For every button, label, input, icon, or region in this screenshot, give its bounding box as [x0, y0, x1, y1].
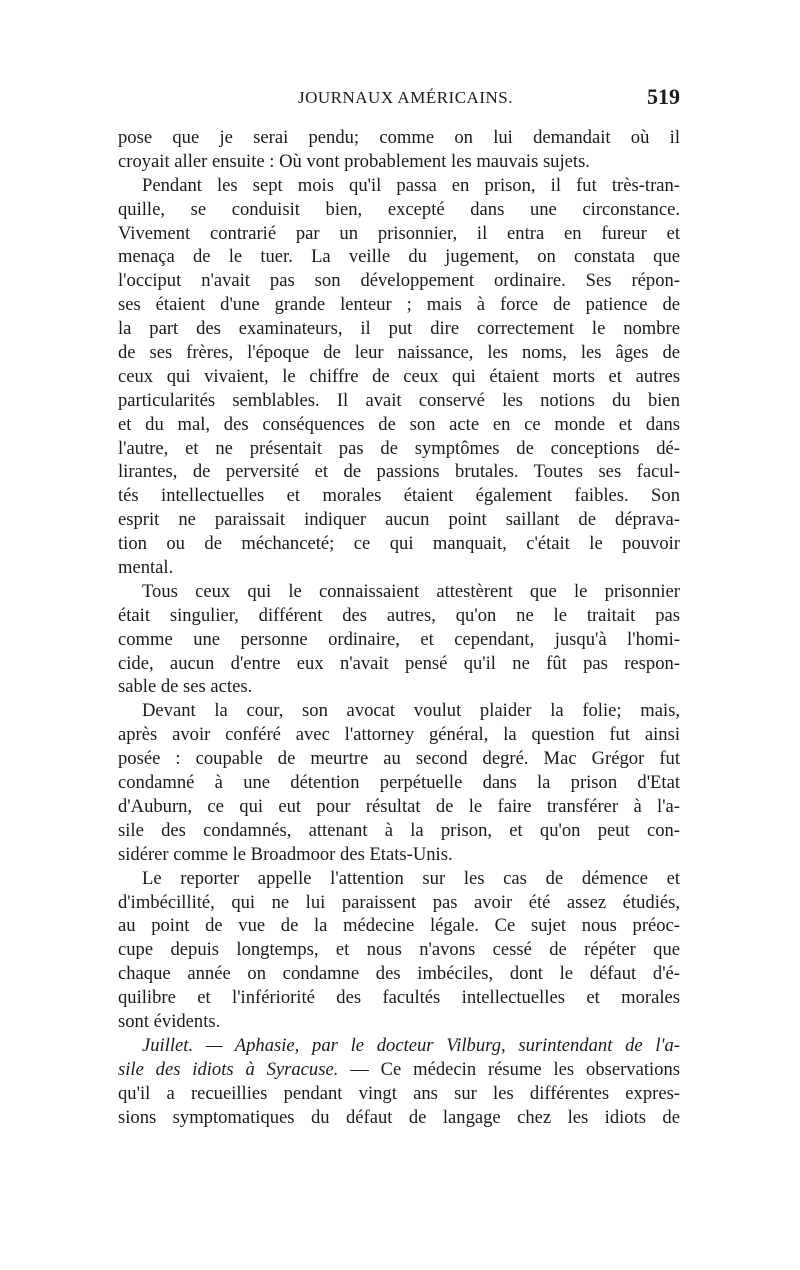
line-text: mental. — [118, 557, 174, 579]
text-line — [118, 819, 680, 843]
line-text: qu'il a recueillies pendant vingt ans sur les différentes expres- — [118, 1082, 680, 1104]
text-line — [118, 269, 680, 293]
line-text: et du mal, des conséquences de son acte en ce monde et dans — [118, 413, 680, 435]
text-line — [118, 867, 680, 891]
line-text: chaque année on condamne des imbéciles, dont le défaut d'é- — [118, 963, 680, 985]
line-text: menaça de le tuer. La veille du jugement, on constata que — [118, 246, 680, 268]
line-text: d'imbécillité, qui ne lui paraissent pas avoir été assez étudiés, — [118, 891, 680, 913]
text-line — [118, 293, 680, 317]
text-line — [118, 437, 680, 461]
text-line — [118, 508, 680, 532]
line-text: ses étaient d'une grande lenteur ; mais à force de patience de — [118, 294, 680, 316]
line-text: après avoir conféré avec l'attorney général, la question fut ainsi — [118, 724, 680, 746]
text-line — [118, 174, 680, 198]
text-line — [118, 365, 680, 389]
body-text — [118, 126, 680, 1129]
text-line — [118, 389, 680, 413]
line-text: condamné à une détention perpétuelle dans la prison d'Etat — [118, 772, 680, 794]
text-line — [118, 126, 680, 150]
text-line — [118, 604, 680, 628]
running-title: JOURNAUX AMÉRICAINS. — [298, 88, 513, 107]
line-text: esprit ne paraissait indiquer aucun point saillant de déprava- — [118, 509, 680, 531]
line-text: quilibre et l'infériorité des facultés intellectuelles et morales — [118, 987, 680, 1009]
text-line — [118, 771, 680, 795]
text-line — [118, 723, 680, 747]
text-line — [118, 1034, 680, 1058]
line-text: sont évidents. — [118, 1010, 221, 1032]
italic-text: sile des idiots à Syracuse. — [118, 1058, 339, 1080]
text-line — [118, 914, 680, 938]
text-line — [118, 891, 680, 915]
line-text: sions symptomatiques du défaut de langage chez les idiots de — [118, 1106, 680, 1128]
text-line — [118, 413, 680, 437]
line-text: Devant la cour, son avocat voulut plaider la folie; mais, — [142, 700, 680, 722]
text-line — [118, 938, 680, 962]
page-number: 519 — [647, 84, 680, 109]
line-text: la part des examinateurs, il put dire correctement le nombre — [118, 318, 680, 340]
line-text: tion ou de méchanceté; ce qui manquait, c'était le pouvoir — [118, 533, 680, 555]
italic-text: Juillet. — Aphasie, par le docteur Vilburg, surintendant de l'a- — [142, 1034, 680, 1056]
text-line — [118, 150, 680, 174]
line-text: particularités semblables. Il avait conservé les notions du bien — [118, 389, 680, 411]
line-text: quille, se conduisit bien, excepté dans une circonstance. — [118, 198, 680, 220]
text-line — [118, 532, 680, 556]
text-line — [118, 460, 680, 484]
line-text: cupe depuis longtemps, et nous n'avons cessé de répéter que — [118, 939, 680, 961]
text-line — [118, 198, 680, 222]
text-line — [118, 580, 680, 604]
text-line — [118, 556, 680, 580]
text-line — [118, 652, 680, 676]
line-text: tés intellectuelles et morales étaient également faibles. Son — [118, 485, 680, 507]
line-text: Pendant les sept mois qu'il passa en prison, il fut très-tran- — [142, 174, 680, 196]
line-text: cide, aucun d'entre eux n'avait pensé qu'il ne fût pas respon- — [118, 652, 680, 674]
text-line — [118, 341, 680, 365]
text-line — [118, 222, 680, 246]
line-text: sable de ses actes. — [118, 676, 253, 698]
line-text: comme une personne ordinaire, et cependant, jusqu'à l'homi- — [118, 628, 680, 650]
line-text: sile des condamnés, attenant à la prison, et qu'on peut con- — [118, 819, 680, 841]
text-line — [118, 1058, 680, 1082]
line-text: Tous ceux qui le connaissaient attestèrent que le prisonnier — [142, 580, 680, 602]
line-text: croyait aller ensuite : Où vont probablement les mauvais sujets. — [118, 150, 590, 172]
line-text: au point de vue de la médecine légale. Ce sujet nous préoc- — [118, 915, 680, 937]
text-line — [118, 1010, 680, 1034]
text-line — [118, 795, 680, 819]
text-line — [118, 484, 680, 508]
line-text: sidérer comme le Broadmoor des Etats-Unis. — [118, 843, 453, 865]
text-line — [118, 245, 680, 269]
line-text: l'occiput n'avait pas son développement ordinaire. Ses répon- — [118, 270, 680, 292]
text-line — [118, 843, 680, 867]
line-text: ceux qui vivaient, le chiffre de ceux qui étaient morts et autres — [118, 365, 680, 387]
text-line — [118, 962, 680, 986]
line-text: d'Auburn, ce qui eut pour résultat de le faire transférer à l'a- — [118, 795, 680, 817]
text-line — [118, 1106, 680, 1130]
text-line — [118, 1082, 680, 1106]
text-line — [118, 986, 680, 1010]
line-text: posée : coupable de meurtre au second degré. Mac Grégor fut — [118, 748, 680, 770]
line-text: Vivement contrarié par un prisonnier, il entra en fureur et — [118, 222, 680, 244]
line-text: était singulier, différent des autres, qu'on ne le traitait pas — [118, 604, 680, 626]
line-text: pose que je serai pendu; comme on lui demandait où il — [118, 127, 680, 148]
line-text: de ses frères, l'époque de leur naissance, les noms, les âges de — [118, 342, 680, 364]
text-line — [118, 628, 680, 652]
running-head — [118, 84, 680, 118]
line-text: — Ce médecin résume les observations — [338, 1058, 680, 1080]
line-text: l'autre, et ne présentait pas de symptômes de conceptions dé- — [118, 437, 680, 459]
text-line — [118, 699, 680, 723]
line-text: Le reporter appelle l'attention sur les cas de démence et — [142, 867, 680, 889]
text-line — [118, 747, 680, 771]
text-line — [118, 675, 680, 699]
line-text: lirantes, de perversité et de passions brutales. Toutes ses facul- — [118, 461, 680, 483]
text-line — [118, 317, 680, 341]
